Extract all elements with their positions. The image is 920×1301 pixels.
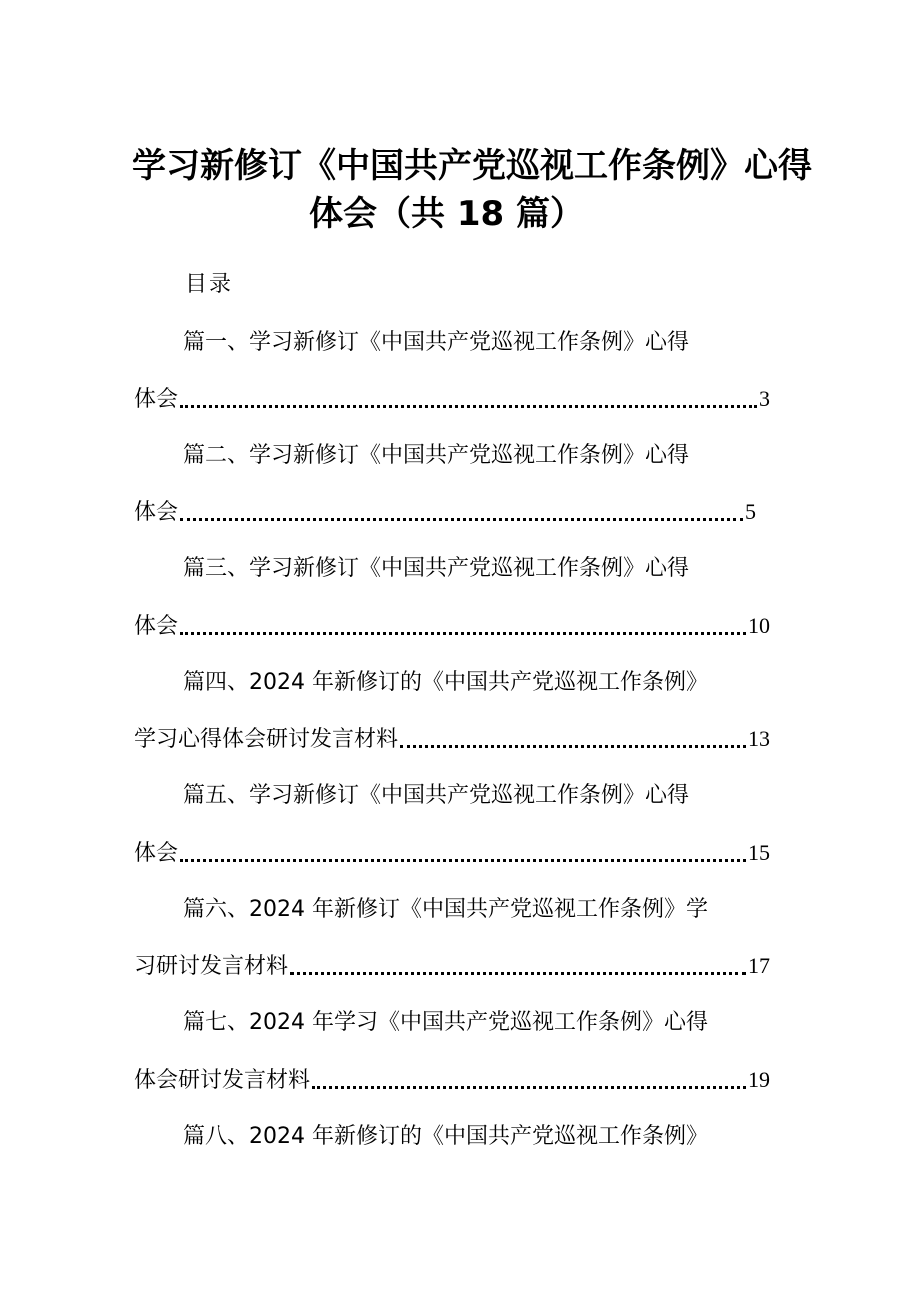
toc-entry-1-title[interactable]: 篇一、学习新修订《中国共产党巡视工作条例》心得 — [183, 330, 690, 355]
toc-entry-5-page: 15 — [748, 840, 770, 865]
toc-entry-3-line2: 体会 — [134, 614, 179, 639]
document-title-line2: 体会（共 18 篇） — [309, 194, 584, 234]
toc-entry-7-title[interactable]: 篇七、2024 年学习《中国共产党巡视工作条例》心得 — [183, 1010, 708, 1035]
toc-entry-4-line2: 学习心得体会研讨发言材料 — [134, 727, 399, 752]
toc-entry-6-page: 17 — [748, 953, 770, 978]
toc-entry-3-title[interactable]: 篇三、学习新修订《中国共产党巡视工作条例》心得 — [183, 556, 690, 581]
toc-entry-2-page: 5 — [745, 499, 756, 524]
toc-entry-6-line2: 习研讨发言材料 — [134, 954, 289, 979]
toc-entry-5-continuation[interactable] — [134, 838, 770, 869]
toc-entry-4-continuation[interactable] — [134, 724, 770, 755]
toc-entry-4-title[interactable]: 篇四、2024 年新修订的《中国共产党巡视工作条例》 — [183, 670, 708, 695]
toc-dot-leader — [180, 518, 743, 521]
document-title-line1: 学习新修订《中国共产党巡视工作条例》心得 — [132, 146, 812, 186]
toc-entry-4-page: 13 — [748, 726, 770, 751]
toc-dot-leader — [290, 972, 746, 975]
toc-entry-3-continuation[interactable] — [134, 611, 770, 642]
toc-entry-2-continuation[interactable] — [134, 497, 756, 528]
toc-dot-leader — [180, 405, 757, 408]
toc-entry-2-line2: 体会 — [134, 500, 179, 525]
toc-entry-6-continuation[interactable] — [134, 951, 770, 982]
toc-entry-1-line2: 体会 — [134, 387, 179, 412]
toc-entry-7-line2: 体会研讨发言材料 — [134, 1068, 311, 1093]
toc-entry-1-continuation[interactable] — [134, 384, 770, 415]
toc-entry-7-page: 19 — [748, 1067, 770, 1092]
toc-heading: 目录 — [185, 272, 234, 297]
toc-dot-leader — [180, 859, 746, 862]
toc-entry-1-page: 3 — [759, 386, 770, 411]
toc-dot-leader — [312, 1086, 746, 1089]
toc-entry-5-line2: 体会 — [134, 841, 179, 866]
toc-entry-7-continuation[interactable] — [134, 1065, 770, 1096]
toc-dot-leader — [400, 745, 746, 748]
toc-entry-6-title[interactable]: 篇六、2024 年新修订《中国共产党巡视工作条例》学 — [183, 897, 708, 922]
toc-entry-2-title[interactable]: 篇二、学习新修订《中国共产党巡视工作条例》心得 — [183, 443, 690, 468]
toc-entry-5-title[interactable]: 篇五、学习新修订《中国共产党巡视工作条例》心得 — [183, 783, 690, 808]
toc-dot-leader — [180, 632, 746, 635]
toc-entry-3-page: 10 — [748, 613, 770, 638]
toc-entry-8-title[interactable]: 篇八、2024 年新修订的《中国共产党巡视工作条例》 — [183, 1124, 708, 1149]
